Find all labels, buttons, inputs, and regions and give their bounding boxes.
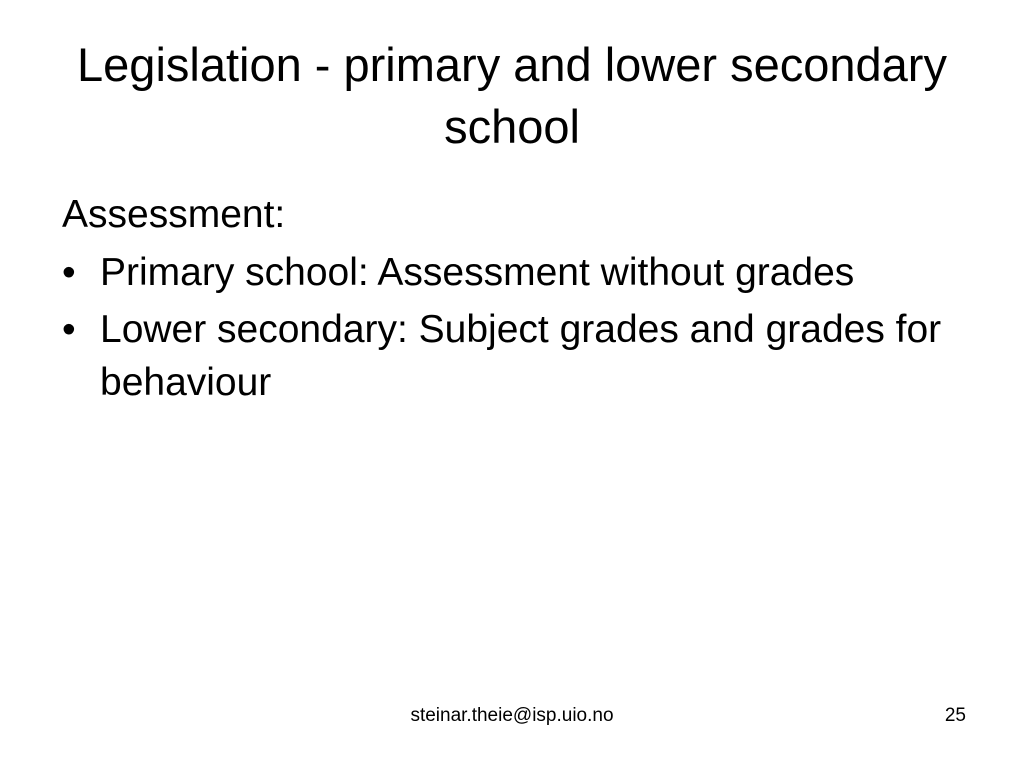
body-heading: Assessment: — [62, 193, 286, 236]
slide-title: Legislation - primary and lower secondary school — [77, 38, 947, 153]
bullet-text: Primary school: Assessment without grades — [100, 251, 855, 294]
slide-number: 25 — [944, 705, 966, 726]
bullet-icon: • — [62, 308, 76, 351]
bullet-item-lower-secondary — [62, 303, 942, 409]
bullet-item-primary — [62, 246, 942, 299]
bullet-text: Lower secondary: Subject grades and grades for behaviour — [100, 308, 942, 404]
bullet-list — [62, 246, 942, 409]
footer-email: steinar.theie@isp.uio.no — [410, 705, 614, 726]
bullet-icon: • — [62, 251, 76, 294]
slide-body — [62, 188, 942, 413]
